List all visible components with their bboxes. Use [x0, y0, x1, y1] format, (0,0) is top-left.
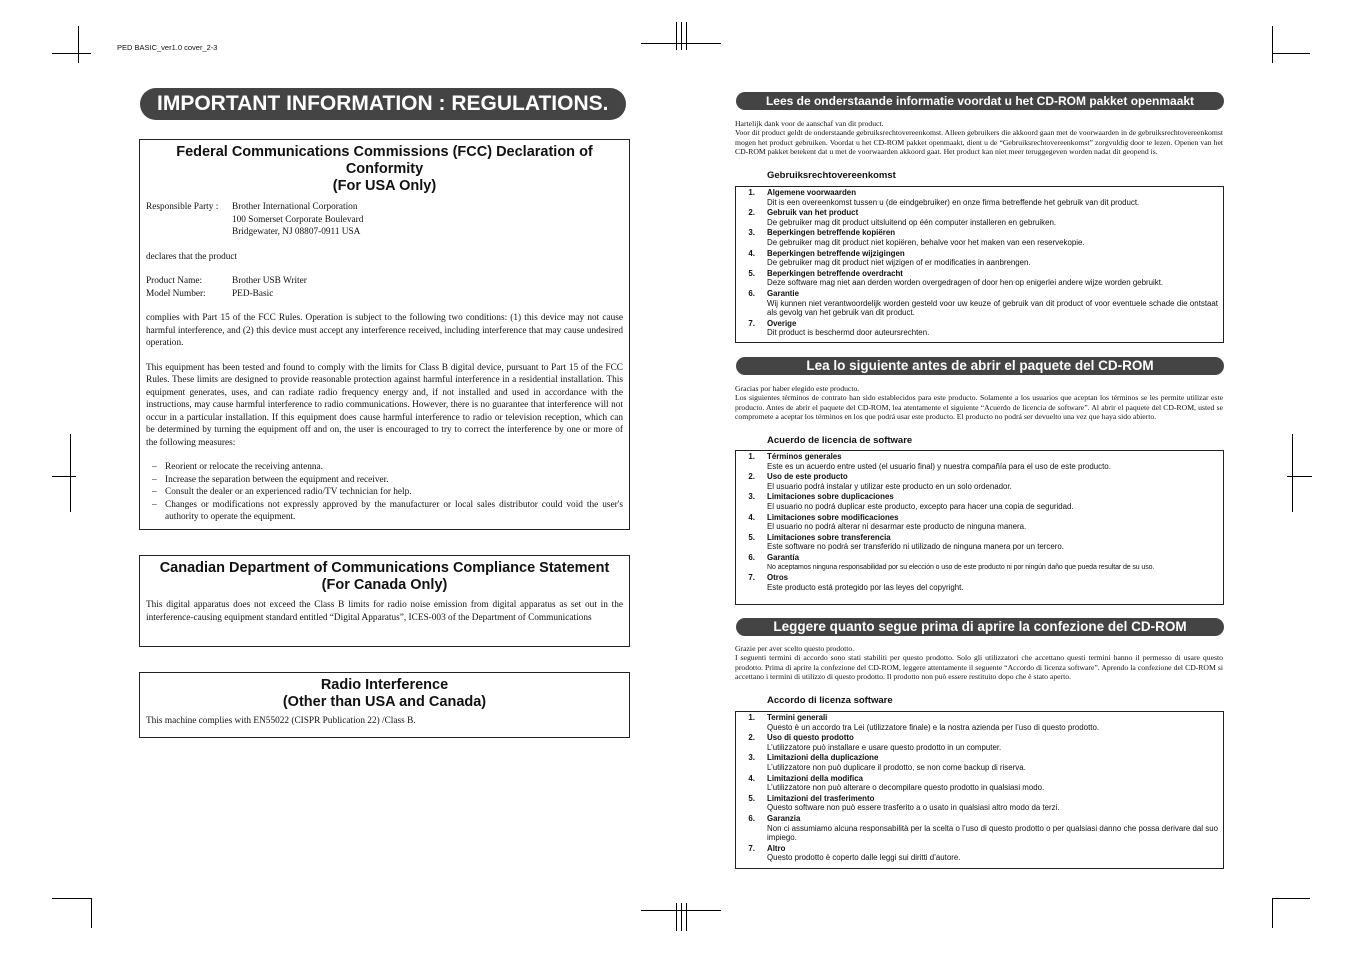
table-row: 1. Términos generales Este es un acuerdo entre usted (el usuario final) y nuestra compañía para el uso de este producto. [748, 452, 1111, 471]
fcc-declaration-box [139, 139, 630, 530]
canada-statement-box [139, 555, 630, 647]
italian-terms-table [735, 711, 1224, 869]
table-row: 1. Algemene voorwaarden Dit is een overeenkomst tussen u (de eindgebruiker) en onze firma betreffende het gebruik van dit product. [748, 188, 1140, 207]
italian-header: Leggere quanto segue prima di aprire la confezione del CD-ROM [736, 618, 1224, 636]
complies-text: complies with Part 15 of the FCC Rules. Operation is subject to the following two conditions: (1) this device may not cause harmful interference, and (2) this device must accept any interference received, including interference that may cause undesired operation. [146, 313, 623, 348]
list-item: – Consult the dealer or an experienced radio/TV technician for help. [146, 486, 623, 499]
declares-text: declares that the product [146, 251, 238, 262]
dutch-terms-table [735, 186, 1224, 343]
table-row: 2. Uso di questo prodotto L’utilizzatore può installare e usare questo prodotto in un computer. [748, 733, 1002, 752]
canada-text: This digital apparatus does not exceed the Class B limits for radio noise emission from digital apparatus as set out in the interference-causing equipment standard entitled “Digital Apparatus”, ICES-003 of the Department of Communications [146, 600, 623, 623]
italian-agreement-title: Accordo di licenza software [767, 695, 893, 706]
table-row: 7. Otros Este producto está protegido por las leyes del copyright. [748, 573, 964, 592]
product-info: Product Name: Brother USB Writer Model Number: PED-Basic [146, 276, 307, 299]
measures-list [146, 461, 623, 524]
tested-text: This equipment has been tested and found to comply with the limits for Class B digital device, pursuant to Part 15 of the FCC Rules. These limits are designed to provide reasonable protection against harmful interference in a residential installation. This equipment generates, uses, and can radiate radio frequency energy and, if not installed and used in accordance with the instructions, may cause harmful interference to radio communications. However, there is no guarantee that interference will not occur in a particular installation. If this equipment does cause harmful interference to radio or television reception, which can be determined by turning the equipment off and on, the user is encouraged to try to correct the interference by one or more of the following measures: [146, 362, 623, 448]
table-row: 7. Altro Questo prodotto è coperto dalle leggi sui diritti d’autore. [748, 843, 961, 863]
fcc-title: Federal Communications Commissions (FCC) Declaration of Conformity (For USA Only) [176, 144, 593, 194]
table-row: 6. Garantie Wij kunnen niet verantwoordelijk worden gesteld voor uw keuze of gebruik van dit product of voor eventuele schade die ontstaat als gevolg van het gebruik van dit product. [748, 288, 1218, 318]
table-row: 3. Beperkingen betreffende kopiëren De gebruiker mag dit product niet kopiëren, behalve voor het maken van een reservekopie. [748, 228, 1085, 247]
table-row: 5. Limitaciones sobre transferencia Este software no podrá ser transferido ni utilizado de ninguna manera por un tercero. [748, 532, 1064, 552]
spanish-terms-table [735, 450, 1224, 605]
table-row: 1. Termini generali Questo è un accordo tra Lei (utilizzatore finale) e la nostra azienda per l’uso di questo prodotto. [748, 713, 1100, 732]
page-title: IMPORTANT INFORMATION : REGULATIONS. [140, 88, 626, 120]
canada-title: Canadian Department of Communications Compliance Statement (For Canada Only) [159, 560, 610, 593]
table-row: 6. Garantía No aceptamos ninguna responsabilidad por su elección o uso de este producto ni por ningún daño que pueda resultar de su uso. [748, 552, 1155, 571]
dutch-header: Lees de onderstaande informatie voordat u het CD-ROM pakket openmaakt [736, 92, 1224, 110]
table-row: 4. Beperkingen betreffende wijzigingen De gebruiker mag dit product niet wijzigen of er modificaties in aanbrengen. [748, 248, 1031, 268]
list-item: – Increase the separation between the equipment and receiver. [146, 474, 623, 487]
table-row: 2. Gebruik van het product De gebruiker mag dit product uitsluitend op één computer installeren en gebruiken. [748, 208, 1057, 227]
list-item: – Changes or modifications not expressly approved by the manufacturer or local sales distributor could void the user's authority to operate the equipment. [146, 499, 623, 524]
responsible-party: Responsible Party : Brother International Corporation 100 Somerset Corporate Boulevard Bridgewater, NJ 08807-0911 USA [146, 202, 364, 237]
radio-text: This machine complies with EN55022 (CISPR Publication 22) /Class B. [146, 716, 416, 726]
dutch-intro: Hartelijk dank voor de aanschaf van dit product. Voor dit product geldt de onderstaande gebruiksrechtovereenkomst. Alleen gebruikers die akkoord gaan met de voorwaarden in de gebruiksrechtovereenkomst mogen het product gebruiken. Voordat u het CD-ROM pakket openmaakt, dient u de “Gebruiksrechtovereenkomst” zorgvuldig door te lezen. Openen van het CD-ROM pakket betekent dat u met de voorwaarden akkoord gaat. Het product kan niet meer teruggegeven worden nadat dit geopend is. [735, 119, 1223, 156]
table-row: 3. Limitaciones sobre duplicaciones El usuario no podrá duplicar este producto, excepto para hacer una copia de seguridad. [748, 492, 1074, 511]
radio-title: Radio Interference (Other than USA and Canada) [282, 677, 487, 710]
spanish-header: Lea lo siguiente antes de abrir el paquete del CD-ROM [736, 357, 1224, 375]
table-row: 4. Limitaciones sobre modificaciones El usuario no podrá alterar ni desarmar este producto de ninguna manera. [748, 512, 1027, 532]
table-row: 7. Overige Dit product is beschermd door auteursrechten. [748, 318, 930, 338]
table-row: 4. Limitazioni della modifica L’utilizzatore non può alterare o decompilare questo prodotto in qualsiasi modo. [748, 773, 1045, 793]
radio-interference-box [139, 672, 630, 738]
table-row: 5. Limitazioni del trasferimento Questo software non può essere trasferito a o usato in qualsiasi altro modo da terzi. [748, 793, 1060, 813]
table-row: 6. Garanzia Non ci assumiamo alcuna responsabilità per la scelta o l’uso di questo prodotto o per qualsiasi danno che possa derivare dal suo impiego. [748, 813, 1218, 843]
table-row: 3. Limitazioni della duplicazione L’utilizzatore non può duplicare il prodotto, se non come backup di riserva. [748, 753, 1026, 772]
document-code: PED BASIC_ver1.0 cover_2-3 [117, 43, 218, 52]
dutch-agreement-title: Gebruiksrechtovereenkomst [767, 170, 896, 181]
table-row: 2. Uso de este producto El usuario podrá instalar y utilizar este producto en un solo ordenador. [748, 472, 1012, 491]
italian-intro: Grazie per aver scelto questo prodotto. I seguenti termini di accordo sono stati stabiliti per questo prodotto. Solo gli utilizzatori che accettano questi termini hanno il permesso di usare questo prodotto. Prima di aprire la confezione del CD-ROM, leggere attentamente il seguente “Accordo di licenza software”. Aprendo la confezione del CD-ROM si accettano i termini di utilizzo di questo prodotto. Il prodotto non può essere restituito dopo che è stato aperto. [735, 644, 1223, 681]
list-item: – Reorient or relocate the receiving antenna. [146, 461, 623, 474]
spanish-intro: Gracias por haber elegido este producto. Los siguientes términos de contrato han sido establecidos para este producto. Solamente a los usuarios que aceptan los términos se les permite utilizar este producto. Antes de abrir el paquete del CD-ROM, lea atentamente el siguiente “Acuerdo de licencia de software”. Al abrir el paquete del CD-ROM, usted se compromete a aceptar los términos en los que podrá usar este producto. El producto no podrá ser devuelto una vez que haya sido abierto. [735, 384, 1223, 421]
table-row: 5. Beperkingen betreffende overdracht Deze software mag niet aan derden worden overgedragen of door hen op enigerlei andere wijze worden gebruikt. [748, 268, 1164, 288]
spanish-agreement-title: Acuerdo de licencia de software [767, 435, 913, 446]
